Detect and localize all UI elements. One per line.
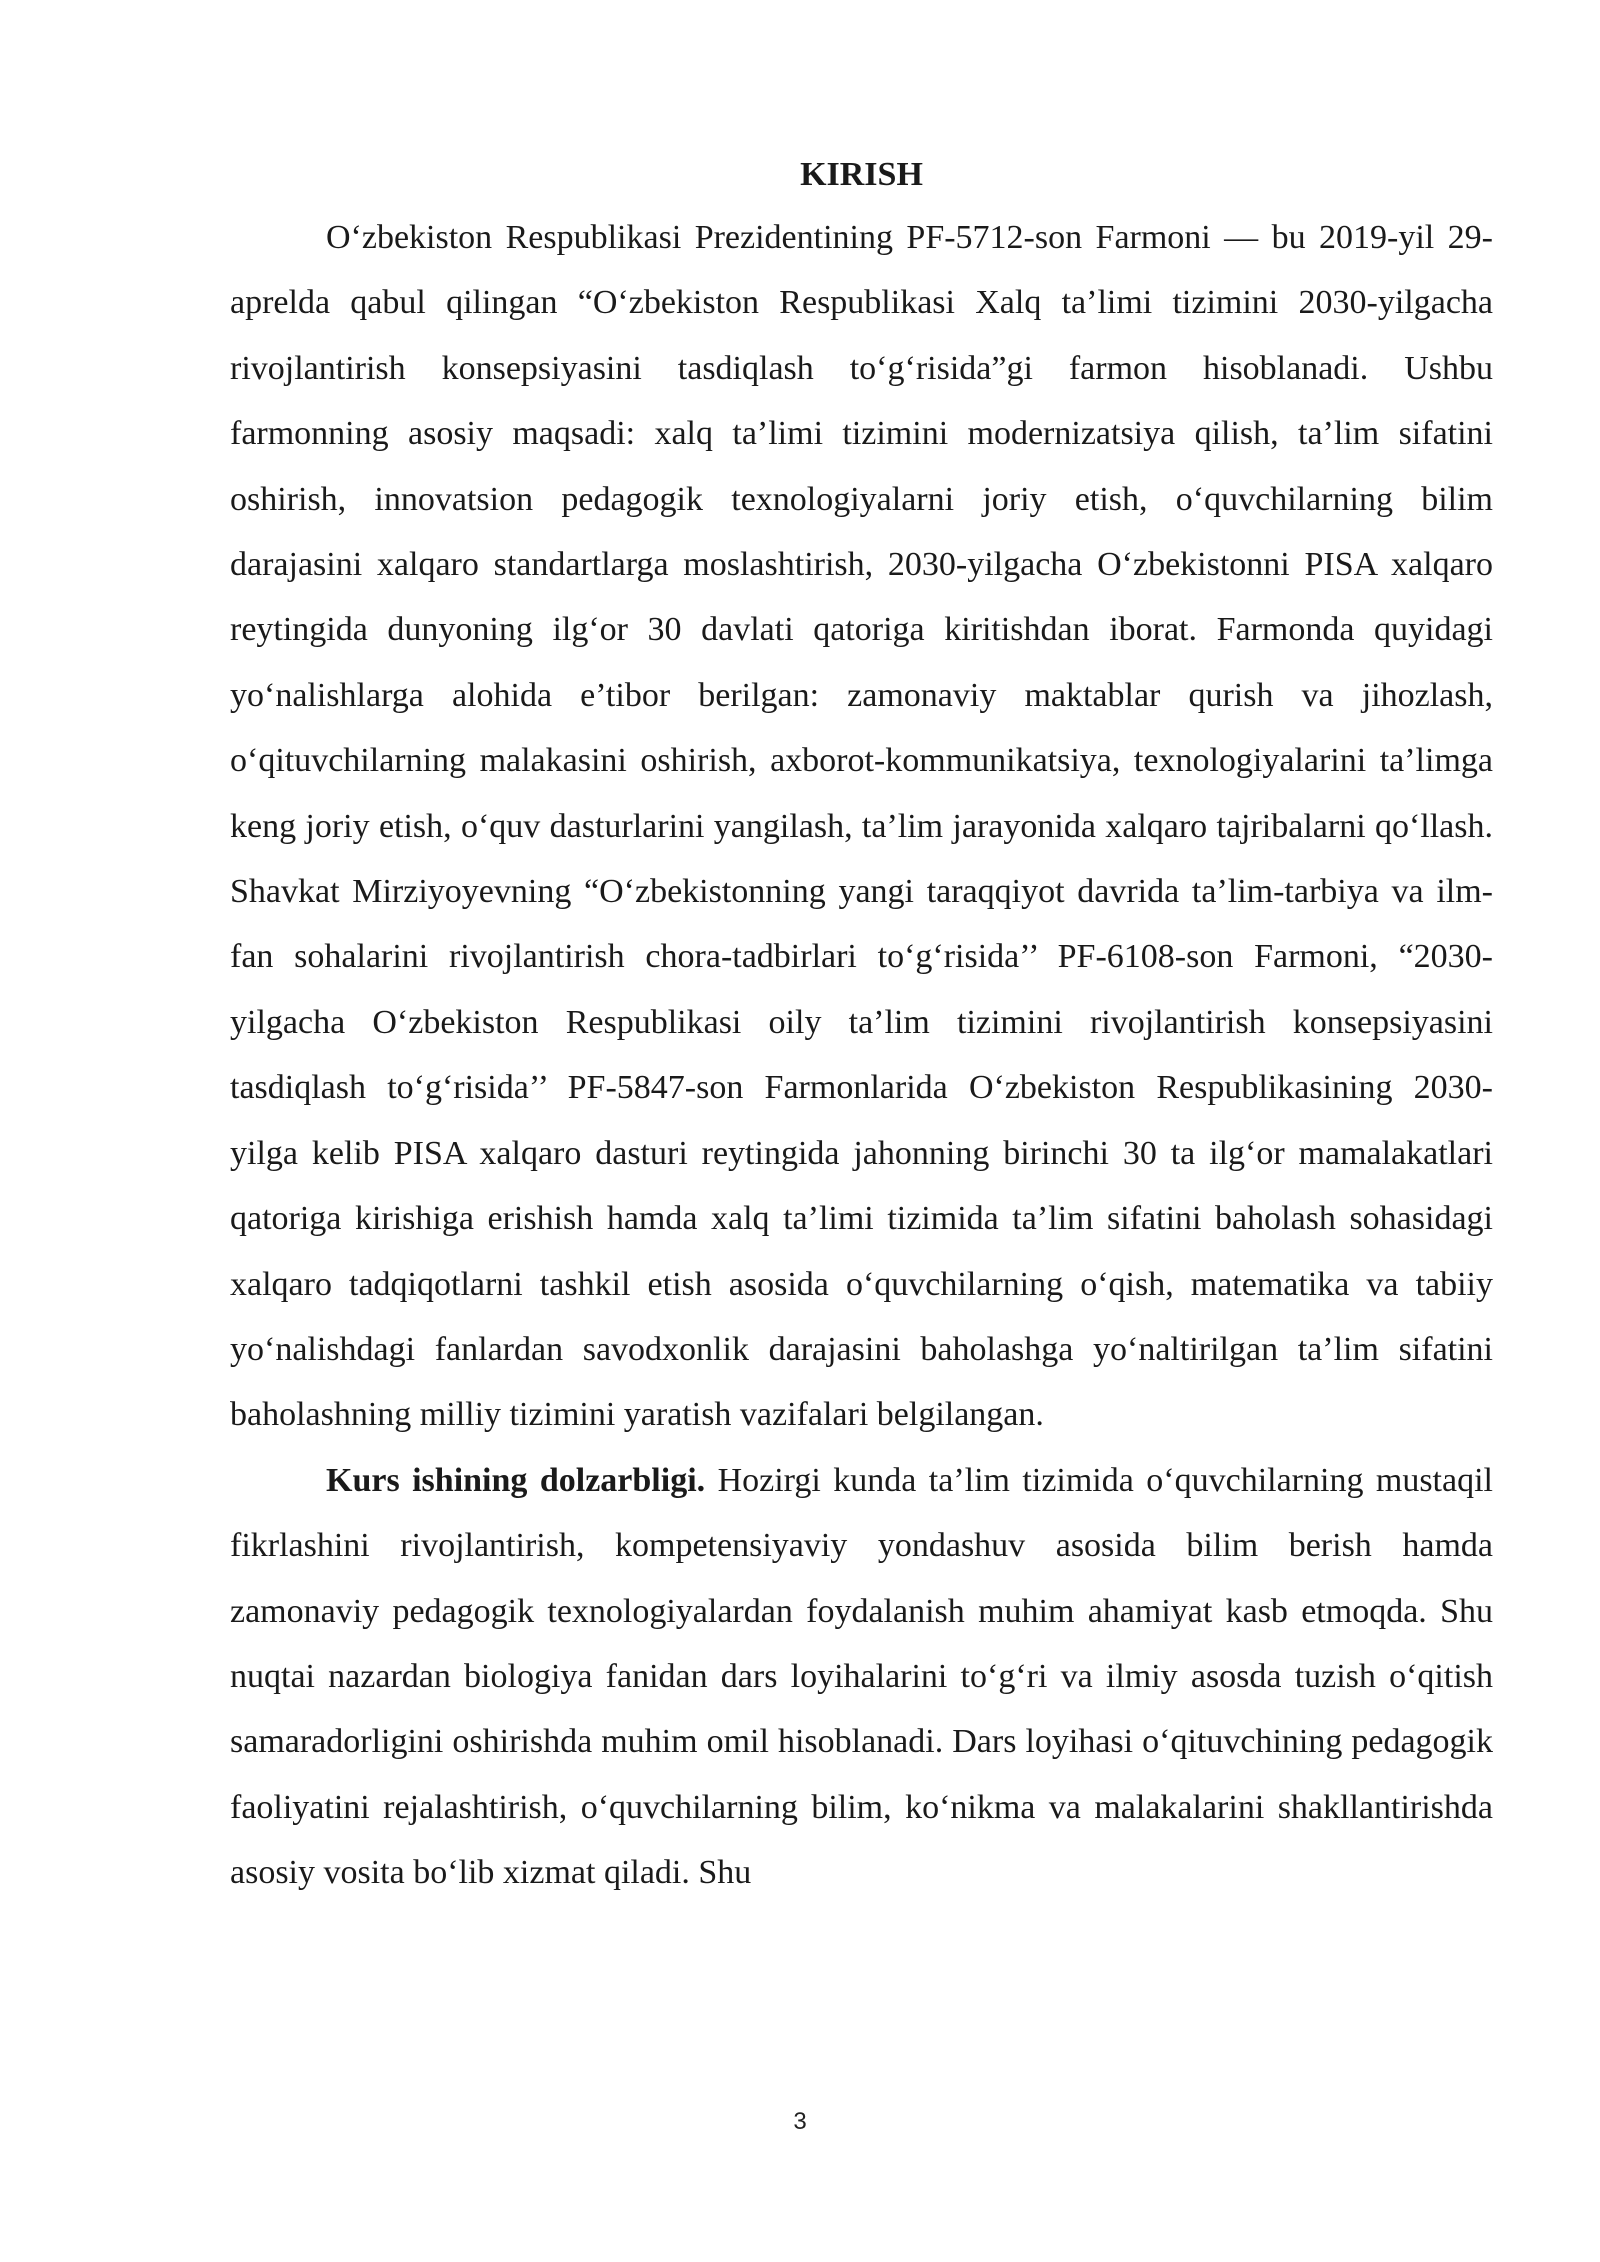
- relevance-paragraph: [230, 1448, 1493, 1906]
- relevance-body: Hozirgi kunda ta’lim tizimida o‘quvchilarning mustaqil fikrlashini rivojlantirish, kompetensiyaviy yondashuv asosida bilim berish hamda zamonaviy pedagogik texnologiyalardan foydalanish muhim ahamiyat kasb etmoqda. Shu nuqtai nazardan biologiya fanidan dars loyihalarini to‘g‘ri va ilmiy asosda tuzish o‘qitish samaradorligini oshirishda muhim omil hisoblanadi. Dars loyihasi o‘qituvchining pedagogik faoliyatini rejalashtirish, o‘quvchilarning bilim, ko‘nikma va malakalarini shakllantirishda asosiy vosita bo‘lib xizmat qiladi. Shu: [230, 1461, 1493, 1892]
- intro-paragraph: O‘zbekiston Respublikasi Prezidentining PF-5712-son Farmoni — bu 2019-yil 29-aprelda qabul qilingan “O‘zbekiston Respublikasi Xalq ta’limi tizimini 2030-yilgacha rivojlantirish konsepsiyasini tasdiqlash to‘g‘risida”gi farmon hisoblanadi. Ushbu farmonning asosiy maqsadi: xalq ta’limi tizimini modernizatsiya qilish, ta’lim sifatini oshirish, innovatsion pedagogik texnologiyalarni joriy etish, o‘quvchilarning bilim darajasini xalqaro standartlarga moslashtirish, 2030-yilgacha O‘zbekistonni PISA xalqaro reytingida dunyoning ilg‘or 30 davlati qatoriga kiritishdan iborat. Farmonda quyidagi yo‘nalishlarga alohida e’tibor berilgan: zamonaviy maktablar qurish va jihozlash, o‘qituvchilarning malakasini oshirish, axborot-kommunikatsiya, texnologiyalarini ta’limga keng joriy etish, o‘quv dasturlarini yangilash, ta’lim jarayonida xalqaro tajribalarni qo‘llash. Shavkat Mirziyoyevning “O‘zbekistonning yangi taraqqiyot davrida ta’lim-tarbiya va ilm-fan sohalarini rivojlantirish chora-tadbirlari to‘g‘risida’’ PF-6108-son Farmoni, “2030- yilgacha O‘zbekiston Respublikasi oily ta’lim tizimini rivojlantirish konsepsiyasini tasdiqlash to‘g‘risida’’ PF-5847-son Farmonlarida O‘zbekiston Respublikasining 2030- yilga kelib PISA xalqaro dasturi reytingida jahonning birinchi 30 ta ilg‘or mamalakatlari qatoriga kirishiga erishish hamda xalq ta’limi tizimida ta’lim sifatini baholash sohasidagi xalqaro tadqiqotlarni tashkil etish asosida o‘quvchilarning o‘qish, matematika va tabiiy yo‘nalishdagi fanlardan savodxonlik darajasini baholashga yo‘naltirilgan ta’lim sifatini baholashning milliy tizimini yaratish vazifalari belgilangan.: [230, 219, 1493, 1434]
- relevance-lead: Kurs ishining dolzarbligi.: [326, 1461, 706, 1499]
- page-number: 3: [793, 2108, 807, 2135]
- section-heading: KIRISH: [800, 156, 923, 193]
- document-page: [230, 150, 1493, 1906]
